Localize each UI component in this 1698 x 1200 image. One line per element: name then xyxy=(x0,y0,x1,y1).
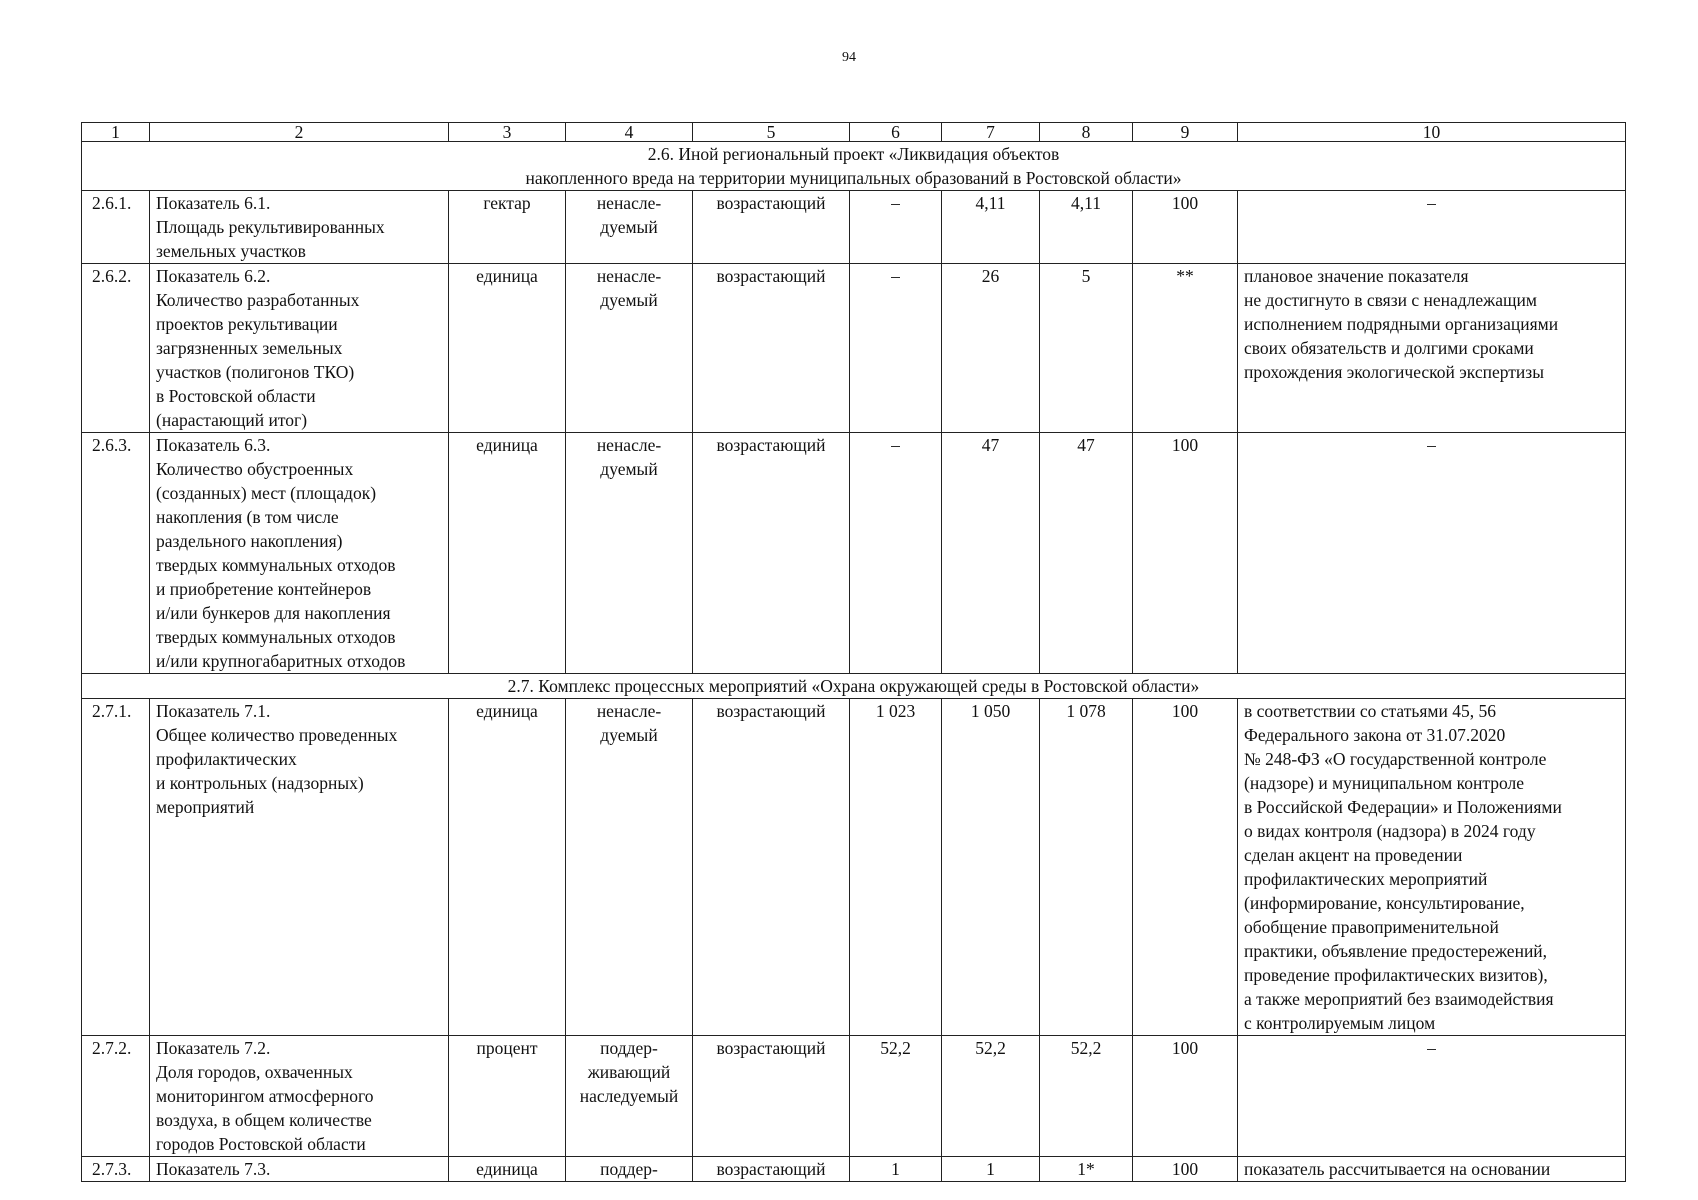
table-row xyxy=(82,1036,1626,1157)
prev-value-cell: 1 xyxy=(850,1157,942,1182)
type-cell: ненасле- дуемый xyxy=(566,699,693,1036)
unit-cell: единица xyxy=(449,699,566,1036)
table-row xyxy=(82,433,1626,674)
direction-cell: возрастающий xyxy=(693,191,850,264)
fact-value-cell: 47 xyxy=(1040,433,1133,674)
unit-cell: гектар xyxy=(449,191,566,264)
column-number: 1 xyxy=(82,123,150,142)
column-number: 6 xyxy=(850,123,942,142)
percent-cell: 100 xyxy=(1133,433,1238,674)
fact-value-cell: 1 078 xyxy=(1040,699,1133,1036)
indicators-table xyxy=(81,122,1626,1182)
section-title: 2.6. Иной региональный проект «Ликвидация объектов накопленного вреда на территории муниципальных образований в Ростовской области» xyxy=(82,142,1626,191)
type-cell: поддер- xyxy=(566,1157,693,1182)
table-row xyxy=(82,264,1626,433)
table-row xyxy=(82,699,1626,1036)
type-cell: поддер- живающий наследуемый xyxy=(566,1036,693,1157)
section-header-row xyxy=(82,674,1626,699)
row-number: 2.7.1. xyxy=(82,699,150,1036)
type-cell: ненасле- дуемый xyxy=(566,191,693,264)
note-cell: плановое значение показателя не достигнуто в связи с ненадлежащим исполнением подрядными организациями своих обязательств и долгими сроками прохождения экологической экспертизы xyxy=(1238,264,1626,433)
column-number: 7 xyxy=(942,123,1040,142)
plan-value-cell: 26 xyxy=(942,264,1040,433)
fact-value-cell: 5 xyxy=(1040,264,1133,433)
row-number: 2.6.2. xyxy=(82,264,150,433)
note-cell: – xyxy=(1238,191,1626,264)
unit-cell: процент xyxy=(449,1036,566,1157)
percent-cell: 100 xyxy=(1133,1157,1238,1182)
unit-cell: единица xyxy=(449,433,566,674)
row-number: 2.6.1. xyxy=(82,191,150,264)
row-number: 2.7.3. xyxy=(82,1157,150,1182)
indicator-name: Показатель 7.2. Доля городов, охваченных мониторингом атмосферного воздуха, в общем количестве городов Ростовской области xyxy=(150,1036,449,1157)
prev-value-cell: – xyxy=(850,433,942,674)
row-number: 2.6.3. xyxy=(82,433,150,674)
column-number: 5 xyxy=(693,123,850,142)
direction-cell: возрастающий xyxy=(693,433,850,674)
unit-cell: единица xyxy=(449,1157,566,1182)
plan-value-cell: 4,11 xyxy=(942,191,1040,264)
row-number: 2.7.2. xyxy=(82,1036,150,1157)
column-number: 2 xyxy=(150,123,449,142)
prev-value-cell: – xyxy=(850,191,942,264)
table-row xyxy=(82,191,1626,264)
indicator-name: Показатель 6.1. Площадь рекультивированных земельных участков xyxy=(150,191,449,264)
percent-cell: ** xyxy=(1133,264,1238,433)
prev-value-cell: – xyxy=(850,264,942,433)
column-number: 10 xyxy=(1238,123,1626,142)
note-cell: показатель рассчитывается на основании xyxy=(1238,1157,1626,1182)
direction-cell: возрастающий xyxy=(693,699,850,1036)
page-number: 94 xyxy=(842,50,856,65)
table-row xyxy=(82,1157,1626,1182)
plan-value-cell: 1 050 xyxy=(942,699,1040,1036)
fact-value-cell: 4,11 xyxy=(1040,191,1133,264)
plan-value-cell: 1 xyxy=(942,1157,1040,1182)
type-cell: ненасле- дуемый xyxy=(566,433,693,674)
plan-value-cell: 52,2 xyxy=(942,1036,1040,1157)
fact-value-cell: 52,2 xyxy=(1040,1036,1133,1157)
fact-value-cell: 1* xyxy=(1040,1157,1133,1182)
section-header-row xyxy=(82,142,1626,191)
column-number: 9 xyxy=(1133,123,1238,142)
indicator-name: Показатель 7.3. xyxy=(150,1157,449,1182)
note-cell: в соответствии со статьями 45, 56 Федерального закона от 31.07.2020 № 248-ФЗ «О государственной контроле (надзоре) и муниципальном контроле в Российской Федерации» и Положениями о видах контроля (надзора) в 2024 году сделан акцент на проведении профилактических мероприятий (информирование, консультирование, обобщение правоприменительной практики, объявление предостережений, проведение профилактических визитов), а также мероприятий без взаимодействия с контролируемым лицом xyxy=(1238,699,1626,1036)
column-number: 8 xyxy=(1040,123,1133,142)
unit-cell: единица xyxy=(449,264,566,433)
note-cell: – xyxy=(1238,1036,1626,1157)
percent-cell: 100 xyxy=(1133,699,1238,1036)
column-number: 3 xyxy=(449,123,566,142)
prev-value-cell: 1 023 xyxy=(850,699,942,1036)
type-cell: ненасле- дуемый xyxy=(566,264,693,433)
indicator-name: Показатель 6.3. Количество обустроенных (созданных) мест (площадок) накопления (в том числе раздельного накопления) твердых коммунальных отходов и приобретение контейнеров и/или бункеров для накопления твердых коммунальных отходов и/или крупногабаритных отходов xyxy=(150,433,449,674)
section-title: 2.7. Комплекс процессных мероприятий «Охрана окружающей среды в Ростовской области» xyxy=(82,674,1626,699)
indicator-name: Показатель 6.2. Количество разработанных проектов рекультивации загрязненных земельных участков (полигонов ТКО) в Ростовской области (нарастающий итог) xyxy=(150,264,449,433)
direction-cell: возрастающий xyxy=(693,264,850,433)
direction-cell: возрастающий xyxy=(693,1157,850,1182)
direction-cell: возрастающий xyxy=(693,1036,850,1157)
column-number: 4 xyxy=(566,123,693,142)
percent-cell: 100 xyxy=(1133,191,1238,264)
indicator-name: Показатель 7.1. Общее количество проведенных профилактических и контрольных (надзорных) мероприятий xyxy=(150,699,449,1036)
plan-value-cell: 47 xyxy=(942,433,1040,674)
prev-value-cell: 52,2 xyxy=(850,1036,942,1157)
note-cell: – xyxy=(1238,433,1626,674)
percent-cell: 100 xyxy=(1133,1036,1238,1157)
column-number-row xyxy=(82,123,1626,142)
